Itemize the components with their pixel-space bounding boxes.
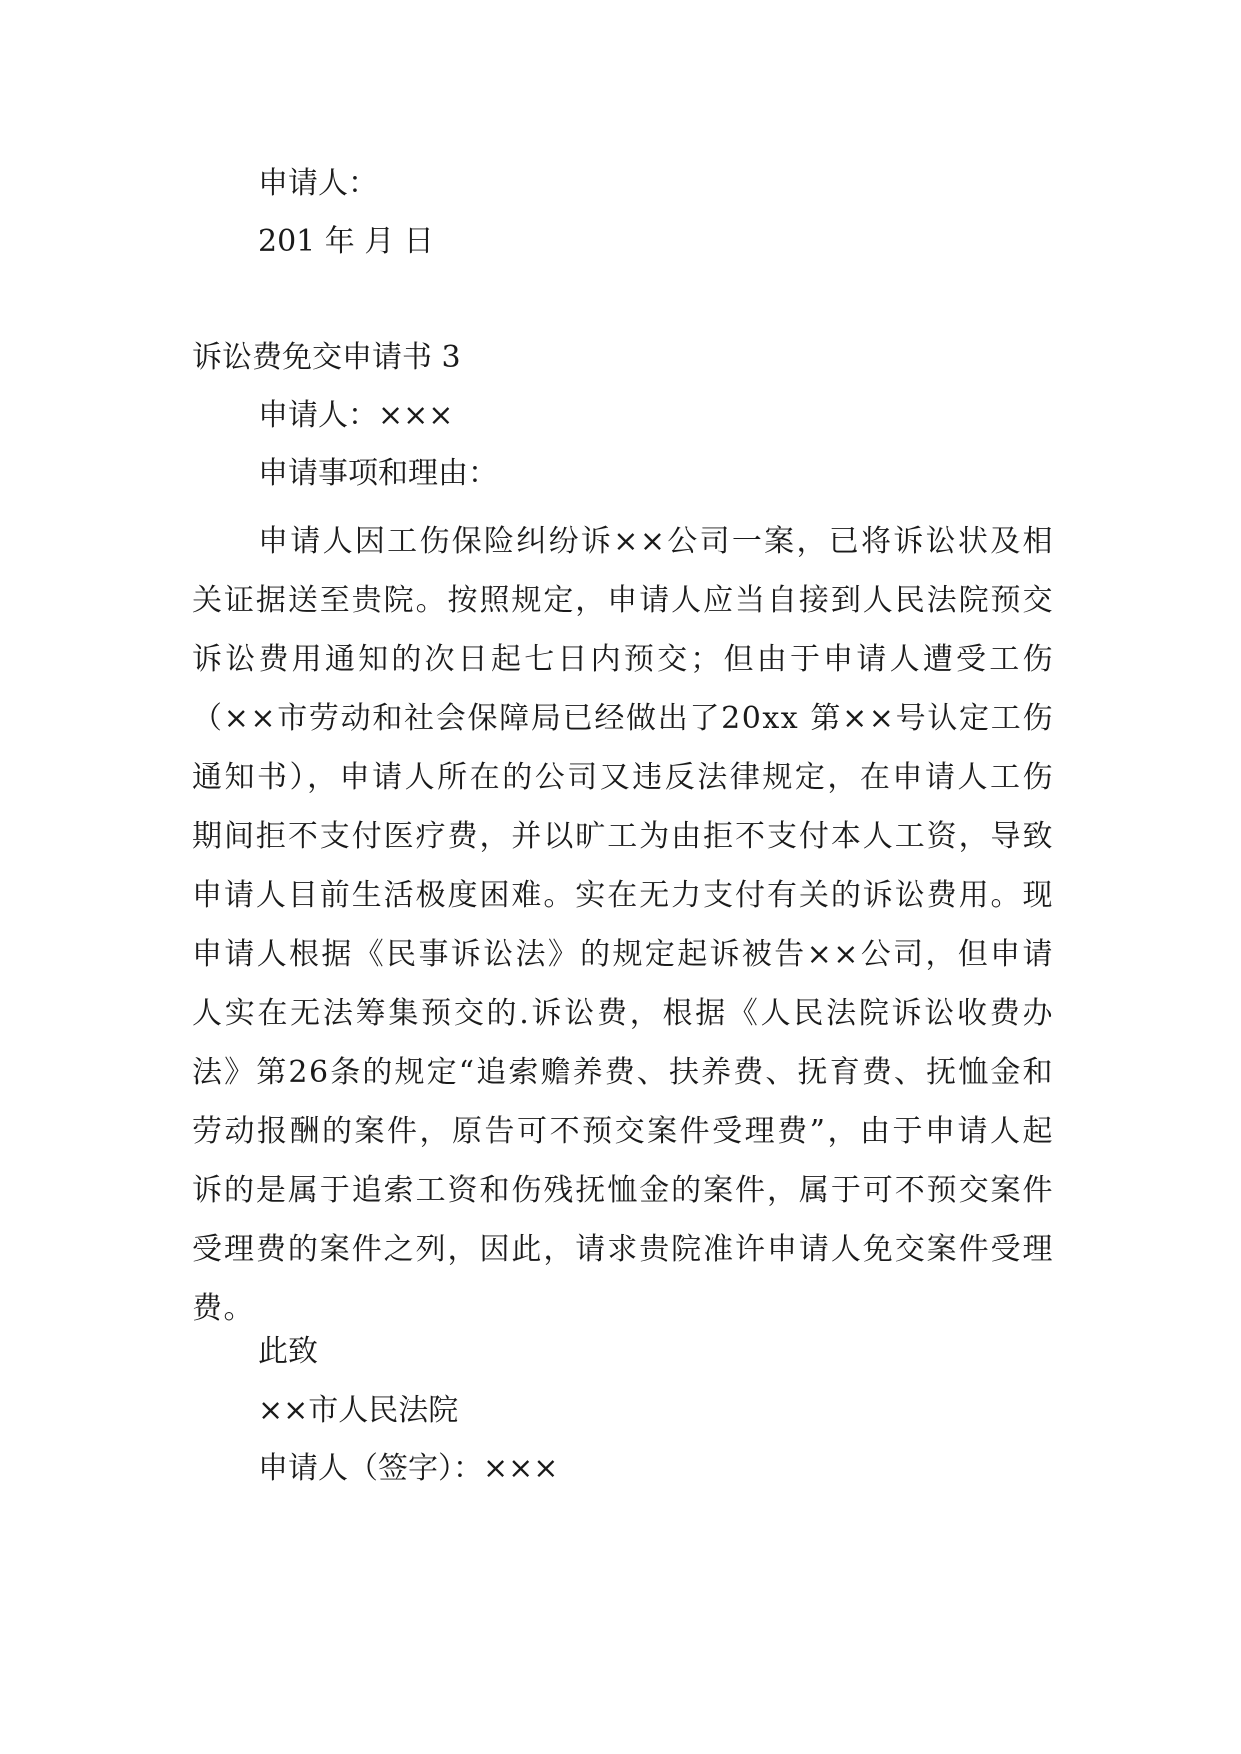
court-name: ××市人民法院 bbox=[258, 1393, 459, 1428]
applicant-line: 申请人：××× bbox=[258, 398, 454, 433]
body-paragraph: 申请人因工伤保险纠纷诉××公司一案，已将诉讼状及相关证据送至贵院。按照规定，申请人应当自接到人民法院预交诉讼费用通知的次日起七日内预交；但由于申请人遭受工伤（××市劳动和社会保障局已经做出了20xx 第××号认定工伤通知书），申请人所在的公司又违反法律规定，在申请人工伤期间拒不支付医疗费，并以旷工为由拒不支付本人工资，导致申请人目前生活极度困难。实在无力支付有关的诉讼费用。现申请人根据《民事诉讼法》的规定起诉被告××公司，但申请人实在无法筹集预交的.诉讼费，根据《人民法院诉讼收费办法》第26条的规定“追索赡养费、扶养费、抚育费、抚恤金和劳动报酬的案件，原告可不预交案件受理费”，由于申请人起诉的是属于追索工资和伤残抚恤金的案件，属于可不预交案件受理费的案件之列，因此，请求贵院准许申请人免交案件受理费。 bbox=[192, 524, 1054, 1326]
previous-applicant-label: 申请人： bbox=[258, 166, 378, 201]
salutation: 此致 bbox=[258, 1334, 318, 1369]
previous-date-line: 201 年 月 日 bbox=[258, 224, 434, 259]
signature-line: 申请人（签字）：××× bbox=[258, 1451, 559, 1486]
section-title: 诉讼费免交申请书 3 bbox=[192, 340, 461, 375]
matter-heading: 申请事项和理由： bbox=[258, 456, 498, 491]
